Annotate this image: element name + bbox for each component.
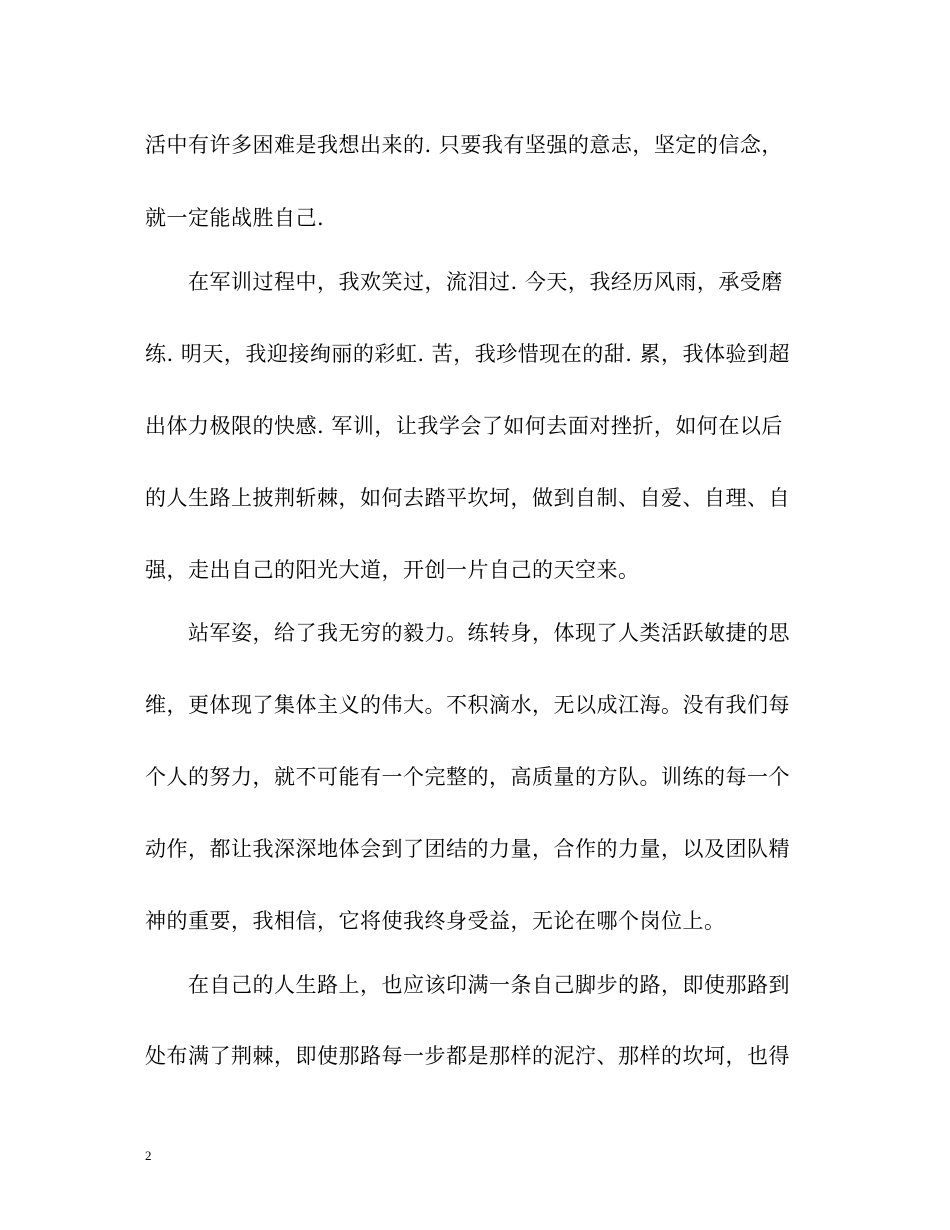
text-line: 动作，都让我深深地体会到了团结的力量，合作的力量，以及团队精: [145, 837, 790, 861]
text-line: 个人的努力，就不可能有一个完整的，高质量的方队。训练的每一个: [145, 765, 790, 789]
page-number: 2: [145, 1148, 152, 1163]
text-line: 活中有许多困难是我想出来的. 只要我有坚强的意志，坚定的信念，: [145, 133, 783, 157]
text-line: 神的重要，我相信，它将使我终身受益，无论在哪个岗位上。: [145, 909, 726, 933]
text-line: 处布满了荆棘，即使那路每一步都是那样的泥泞、那样的坎坷，也得: [145, 1044, 790, 1068]
text-line: 的人生路上披荆斩棘，如何去踏平坎坷，做到自制、自爱、自理、自: [145, 486, 790, 510]
text-line: 就一定能战胜自己.: [145, 206, 325, 230]
text-line: 出体力极限的快感. 军训，让我学会了如何去面对挫折，如何在以后: [145, 414, 783, 438]
text-line: 站军姿，给了我无穷的毅力。练转身，体现了人类活跃敏捷的思: [145, 621, 790, 645]
text-line: 强，走出自己的阳光大道，开创一片自己的天空来。: [145, 558, 640, 582]
text-line: 练. 明天，我迎接绚丽的彩虹. 苦，我珍惜现在的甜. 累，我体验到超: [145, 342, 791, 366]
text-line: 在军训过程中，我欢笑过，流泪过. 今天，我经历风雨，承受磨: [145, 270, 783, 294]
text-line: 在自己的人生路上，也应该印满一条自己脚步的路，即使那路到: [145, 973, 790, 997]
text-line: 维，更体现了集体主义的伟大。不积滴水，无以成江海。没有我们每: [145, 693, 790, 717]
